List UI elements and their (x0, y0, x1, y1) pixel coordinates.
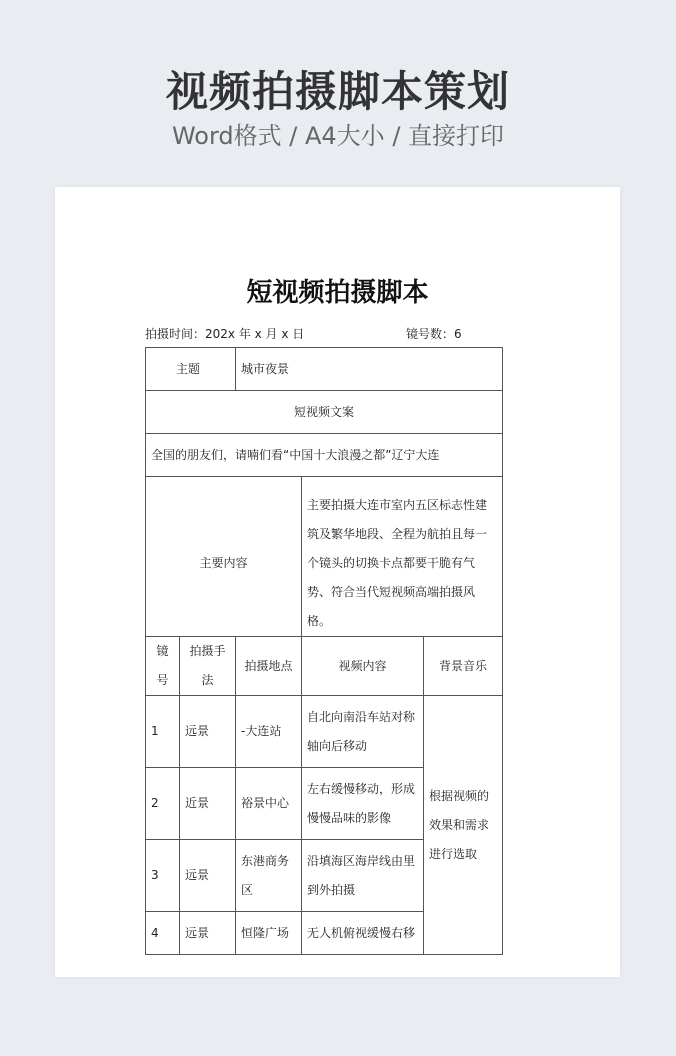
shot-content: 自北向南沿车站对称轴向后移动 (302, 696, 424, 768)
theme-label (146, 348, 236, 391)
theme-row (146, 348, 503, 391)
script-table (145, 347, 503, 955)
header-content: 视频内容 (302, 637, 424, 696)
header-music: 背景音乐 (424, 637, 503, 696)
copy-text: 全国的朋友们，请喃们看“中国十大浪漫之都”辽宁大连 (146, 434, 503, 477)
main-content-row (146, 477, 503, 637)
shot-method: 远景 (180, 696, 236, 768)
theme-label-text: 主题 (176, 361, 201, 376)
hero-subtitle: Word格式 / A4大小 / 直接打印 (171, 122, 505, 150)
shot-no: 2 (146, 768, 180, 840)
header-location: 拍摄地点 (236, 637, 302, 696)
shot-method: 近景 (180, 768, 236, 840)
document-page (55, 187, 620, 977)
header-method: 拍摄手法 (180, 637, 236, 696)
theme-value: 城市夜景 (236, 348, 503, 391)
shot-location: 恒隆广场 (236, 912, 302, 955)
shot-method: 远景 (180, 840, 236, 912)
document-title: 短视频拍摄脚本 (246, 278, 429, 308)
column-header-row (146, 637, 503, 696)
shot-count: 镜号数：6 (406, 327, 462, 341)
main-content-label: 主要内容 (146, 477, 302, 637)
copy-heading-row (146, 391, 503, 434)
copy-heading: 短视频文案 (146, 391, 503, 434)
shot-content: 左右缓慢移动，形成慢慢品味的影像 (302, 768, 424, 840)
shot-location: -大连站 (236, 696, 302, 768)
shoot-date: 拍摄时间：202x 年 x 月 x 日 (145, 327, 305, 341)
shot-location: 东港商务区 (236, 840, 302, 912)
shot-content: 无人机俯视缓慢右移 (302, 912, 424, 955)
background-music: 根据视频的效果和需求进行选取 (424, 696, 503, 955)
shot-no: 4 (146, 912, 180, 955)
main-content-text: 主要拍摄大连市室内五区标志性建筑及繁华地段、全程为航拍且每一个镜头的切换卡点都要干脆有气势、符合当代短视频高端拍摄风格。 (302, 477, 503, 637)
header-shot-no: 镜号 (146, 637, 180, 696)
shot-no: 3 (146, 840, 180, 912)
copy-row (146, 434, 503, 477)
shot-method: 远景 (180, 912, 236, 955)
shot-content: 沿填海区海岸线由里到外拍摄 (302, 840, 424, 912)
shot-row (146, 696, 503, 768)
hero-title: 视频拍摄脚本策划 (165, 67, 510, 116)
shot-no: 1 (146, 696, 180, 768)
shot-location: 裕景中心 (236, 768, 302, 840)
